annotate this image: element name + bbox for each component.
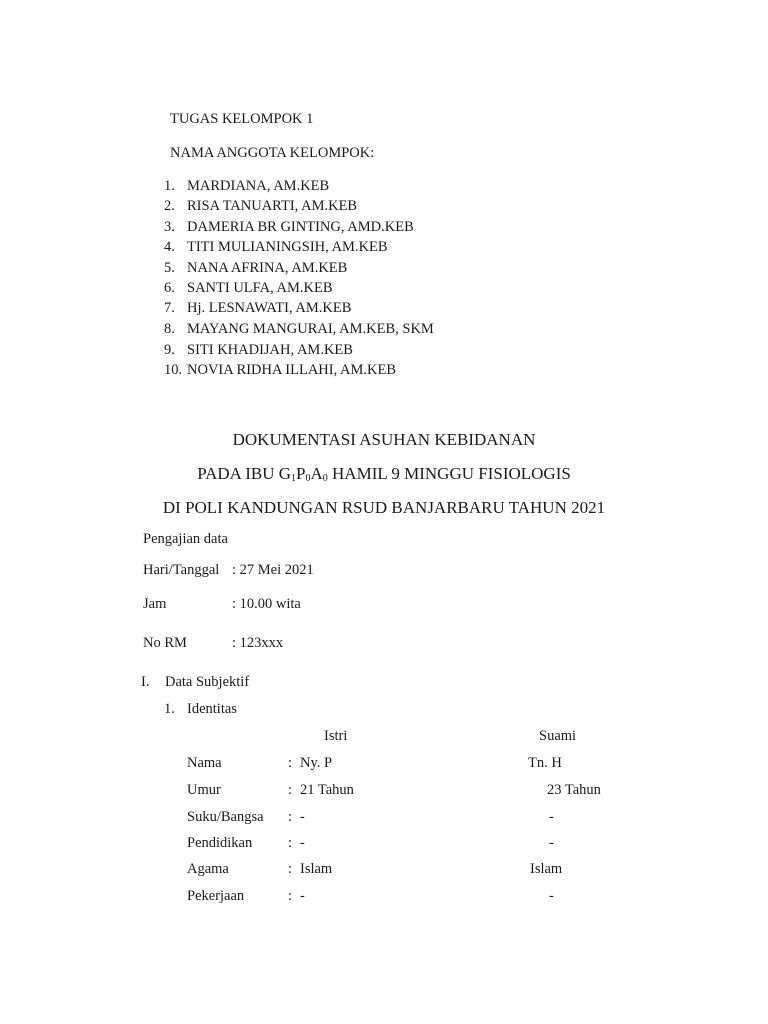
abortus-letter: A bbox=[310, 464, 323, 483]
member-name: NANA AFRINA, AM.KEB bbox=[187, 260, 348, 276]
member-name: MAYANG MANGURAI, AM.KEB, SKM bbox=[187, 321, 434, 337]
istri-value: - bbox=[300, 835, 305, 851]
list-item bbox=[164, 220, 414, 235]
list-number: 1. bbox=[164, 178, 175, 194]
column-header-suami: Suami bbox=[539, 728, 577, 744]
suami-value: 23 Tahun bbox=[547, 782, 601, 798]
list-number: 9. bbox=[164, 342, 175, 358]
list-number: 3. bbox=[164, 219, 175, 235]
list-item bbox=[164, 240, 388, 255]
gravida-sub: 1 bbox=[291, 473, 297, 484]
member-name: SITI KHADIJAH, AM.KEB bbox=[187, 342, 353, 358]
date-label: Hari/Tanggal bbox=[143, 562, 220, 578]
list-item bbox=[164, 363, 396, 378]
para-letter: P bbox=[296, 464, 306, 483]
member-name: DAMERIA BR GINTING, AMD.KEB bbox=[187, 219, 414, 235]
member-name: MARDIANA, AM.KEB bbox=[187, 178, 330, 194]
row-colon: : bbox=[288, 861, 293, 877]
member-name: SANTI ULFA, AM.KEB bbox=[187, 280, 333, 296]
row-colon: : bbox=[288, 835, 293, 851]
row-label: Nama bbox=[187, 755, 222, 771]
task-title: TUGAS KELOMPOK 1 bbox=[170, 111, 314, 127]
list-number: 4. bbox=[164, 239, 175, 255]
member-name: TITI MULIANINGSIH, AM.KEB bbox=[187, 239, 388, 255]
list-number: 2. bbox=[164, 198, 175, 214]
list-number: 7. bbox=[164, 300, 175, 316]
istri-value: Islam bbox=[300, 861, 333, 877]
istri-value: Ny. P bbox=[300, 755, 333, 771]
para-sub: 0 bbox=[305, 473, 311, 484]
subsection-number: 1. bbox=[164, 701, 175, 717]
suami-value: - bbox=[549, 835, 554, 851]
list-number: 10. bbox=[164, 362, 183, 378]
istri-value: - bbox=[300, 888, 305, 904]
title-suffix: HAMIL 9 MINGGU FISIOLOGIS bbox=[327, 464, 571, 483]
rm-label: No RM bbox=[143, 635, 187, 651]
istri-value: 21 Tahun bbox=[300, 782, 354, 798]
row-label: Agama bbox=[187, 861, 229, 877]
suami-value: Tn. H bbox=[528, 755, 562, 771]
time-value: : 10.00 wita bbox=[232, 596, 301, 612]
document-title-line-3: DI POLI KANDUNGAN RSUD BANJARBARU TAHUN 2021 bbox=[162, 498, 606, 517]
list-item bbox=[164, 343, 353, 358]
list-item bbox=[164, 301, 351, 316]
abortus-sub: 0 bbox=[322, 473, 328, 484]
list-item bbox=[164, 322, 434, 337]
title-prefix: PADA IBU G bbox=[197, 464, 292, 483]
list-number: 5. bbox=[164, 260, 175, 276]
members-heading: NAMA ANGGOTA KELOMPOK: bbox=[170, 145, 375, 161]
member-name: NOVIA RIDHA ILLAHI, AM.KEB bbox=[187, 362, 397, 378]
rm-value: : 123xxx bbox=[232, 635, 284, 651]
assessment-heading: Pengajian data bbox=[143, 531, 228, 547]
istri-value: - bbox=[300, 809, 305, 825]
row-label: Umur bbox=[187, 782, 221, 798]
row-colon: : bbox=[288, 809, 293, 825]
section-number: I. bbox=[141, 674, 150, 690]
list-item bbox=[164, 281, 333, 296]
list-item bbox=[164, 261, 347, 276]
list-number: 8. bbox=[164, 321, 175, 337]
row-label: Pekerjaan bbox=[187, 888, 245, 904]
section-title: Data Subjektif bbox=[165, 674, 250, 690]
subsection-title: Identitas bbox=[187, 701, 237, 717]
list-item bbox=[164, 179, 329, 194]
member-name: Hj. LESNAWATI, AM.KEB bbox=[187, 300, 352, 316]
date-value: : 27 Mei 2021 bbox=[232, 562, 314, 578]
row-label: Suku/Bangsa bbox=[187, 809, 264, 825]
row-colon: : bbox=[288, 755, 293, 771]
list-number: 6. bbox=[164, 280, 175, 296]
document-title-line-2 bbox=[0, 465, 768, 482]
list-item bbox=[164, 199, 357, 214]
time-label: Jam bbox=[143, 596, 167, 612]
row-label: Pendidikan bbox=[187, 835, 253, 851]
column-header-istri: Istri bbox=[324, 728, 348, 744]
suami-value: - bbox=[549, 809, 554, 825]
member-name: RISA TANUARTI, AM.KEB bbox=[187, 198, 358, 214]
row-colon: : bbox=[288, 888, 293, 904]
document-title-line-1: DOKUMENTASI ASUHAN KEBIDANAN bbox=[232, 430, 536, 449]
suami-value: - bbox=[549, 888, 554, 904]
suami-value: Islam bbox=[530, 861, 563, 877]
row-colon: : bbox=[288, 782, 293, 798]
